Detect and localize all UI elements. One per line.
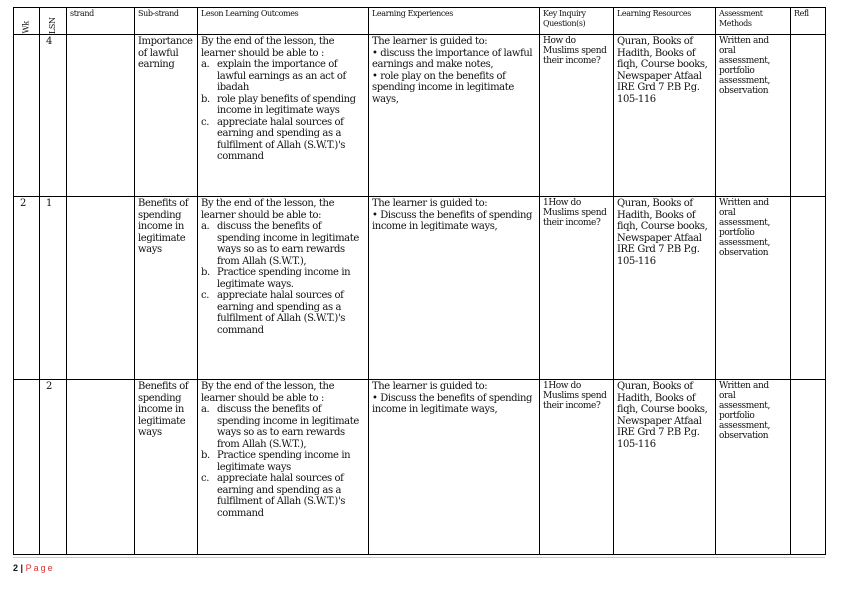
strand-cell [67, 197, 135, 380]
table-row [14, 35, 826, 197]
week-cell: 2 [14, 197, 40, 380]
footer-separator: | [20, 563, 24, 573]
experience-item: • Discuss the benefits of spending income in legitimate ways, [372, 209, 533, 232]
table-row [14, 380, 826, 555]
outcome-item: a. discuss the benefits of spending income in legitimate ways so as to earn rewards from Allah (S.W.T.), [201, 221, 359, 267]
outcome-item: b. Practice spending income in legitimate ways. [201, 267, 351, 290]
outcome-item: c. appreciate halal sources of earning and spending as a fulfilment of Allah (S.W.T.)'s command [201, 116, 346, 162]
experience-item: • Discuss the benefits of spending income in legitimate ways, [372, 392, 533, 415]
outcome-item: c. appreciate halal sources of earning and spending as a fulfilment of Allah (S.W.T.)'s command [201, 473, 346, 519]
outcomes-intro: By the end of the lesson, the learner should be able to: [201, 198, 335, 221]
substrand-cell: Importance of lawful earning [135, 35, 198, 197]
experiences-cell [369, 35, 540, 197]
experiences-intro: The learner is guided to: [372, 198, 488, 209]
strand-cell [67, 35, 135, 197]
header-strand: strand [67, 8, 135, 35]
page-number: 2 [13, 563, 19, 573]
header-substrand: Sub-strand [135, 8, 198, 35]
outcomes-intro: By the end of the lesson, the learner should be able to : [201, 36, 335, 59]
experiences-cell [369, 380, 540, 555]
scheme-of-work-table [13, 7, 826, 555]
week-cell [14, 380, 40, 555]
lesson-cell: 1 [40, 197, 67, 380]
experience-item: • discuss the importance of lawful earnings and make notes, [372, 47, 533, 70]
table-row [14, 197, 826, 380]
reflection-cell [791, 197, 826, 380]
outcome-item: c. appreciate halal sources of earning and spending as a fulfilment of Allah (S.W.T.)'s command [201, 290, 346, 336]
experience-item: • role play on the benefits of spending income in legitimate ways, [372, 70, 514, 105]
reflection-cell [791, 380, 826, 555]
header-experiences: Learning Experiences [369, 8, 540, 35]
outcomes-intro: By the end of the lesson, the learner should be able to : [201, 381, 335, 404]
resources-cell: Quran, Books of Hadith, Books of fiqh, Course books, Newspaper Atfaal IRE Grd 7 P.B P.g. 105-116 [614, 197, 716, 380]
header-row [14, 8, 826, 35]
outcomes-list [201, 221, 365, 336]
resources-cell: Quran, Books of Hadith, Books of fiqh, Course books, Newspaper Atfaal IRE Grd 7 P.B P.g. 105-116 [614, 380, 716, 555]
lesson-cell: 2 [40, 380, 67, 555]
assessment-cell: Written and oral assessment, portfolio assessment, observation [716, 35, 791, 197]
experiences-intro: The learner is guided to: [372, 381, 488, 392]
header-kiq: Key Inquiry Question(s) [540, 8, 614, 35]
substrand-cell: Benefits of spending income in legitimate ways [135, 197, 198, 380]
outcome-item: a. discuss the benefits of spending income in legitimate ways so as to earn rewards from Allah (S.W.T.), [201, 404, 359, 450]
week-cell [14, 35, 40, 197]
outcomes-list [201, 59, 365, 163]
assessment-cell: Written and oral assessment, portfolio assessment, observation [716, 197, 791, 380]
outcomes-cell [198, 35, 369, 197]
lesson-cell: 4 [40, 35, 67, 197]
kiq-cell: 1How do Muslims spend their income? [540, 197, 614, 380]
kiq-cell: 1How do Muslims spend their income? [540, 380, 614, 555]
assessment-cell: Written and oral assessment, portfolio assessment, observation [716, 380, 791, 555]
experiences-cell [369, 197, 540, 380]
resources-cell: Quran, Books of Hadith, Books of fiqh, Course books, Newspaper Atfaal IRE Grd 7 P.B P.g. 105-116 [614, 35, 716, 197]
reflection-cell [791, 35, 826, 197]
substrand-cell: Benefits of spending income in legitimate ways [135, 380, 198, 555]
page-label: Page [25, 563, 55, 573]
outcomes-cell [198, 197, 369, 380]
header-lsn: LSN [40, 8, 67, 35]
kiq-cell: How do Muslims spend their income? [540, 35, 614, 197]
outcome-item: b. Practice spending income in legitimate ways [201, 450, 351, 473]
outcome-item: a. explain the importance of lawful earnings as an act of ibadah [201, 59, 346, 93]
header-refl: Refl [791, 8, 826, 35]
outcomes-list [201, 404, 365, 519]
page-footer [13, 557, 825, 573]
header-assessment: Assessment Methods [716, 8, 791, 35]
experiences-intro: The learner is guided to: [372, 36, 488, 47]
strand-cell [67, 380, 135, 555]
header-wk: Wk [14, 8, 40, 35]
header-outcomes: Leson Learning Outcomes [198, 8, 369, 35]
header-resources: Learning Resources [614, 8, 716, 35]
outcome-item: b. role play benefits of spending income in legitimate ways [201, 93, 356, 116]
outcomes-cell [198, 380, 369, 555]
